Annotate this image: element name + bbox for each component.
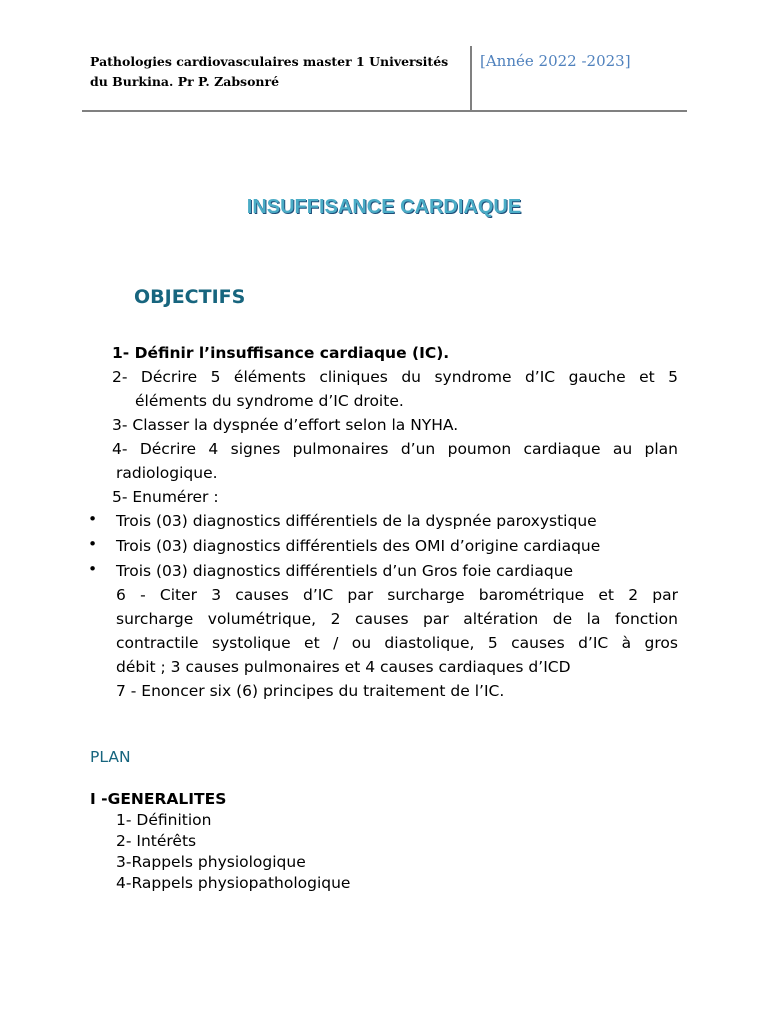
objective-2-line2: éléments du syndrome d’IC droite. [135, 392, 404, 410]
objective-5: 5- Enumérer : [112, 488, 219, 506]
objective-5-bullet-2: Trois (03) diagnostics différentiels des OMI d’origine cardiaque [116, 537, 601, 555]
plan-heading: PLAN [90, 748, 131, 766]
objective-1: 1- Définir l’insuffisance cardiaque (IC). [112, 344, 450, 362]
objective-4-line1: 4- Décrire 4 signes pulmonaires d’un poumon cardiaque au plan [112, 440, 678, 458]
objective-5-bullet-1: Trois (03) diagnostics différentiels de la dyspnée paroxystique [116, 512, 597, 530]
header-year: [Année 2022 -2023] [480, 52, 631, 70]
objective-6-line1: 6 - Citer 3 causes d’IC par surcharge barométrique et 2 par [116, 586, 678, 604]
header-course-line1: Pathologies cardiovasculaires master 1 Universités [90, 54, 449, 69]
objective-6-line2: surcharge volumétrique, 2 causes par altération de la fonction [116, 610, 678, 628]
objective-7: 7 - Enoncer six (6) principes du traitement de l’IC. [116, 682, 505, 700]
section-1-item: 4-Rappels physiopathologique [116, 874, 351, 892]
objective-5-bullet-3: Trois (03) diagnostics différentiels d’un Gros foie cardiaque [116, 562, 574, 580]
header-course-info [90, 52, 462, 92]
objective-6-line4: débit ; 3 causes pulmonaires et 4 causes cardiaques d’ICD [116, 658, 571, 676]
section-1-title: I -GENERALITES [90, 790, 227, 808]
objectives-heading: OBJECTIFS [134, 286, 246, 308]
section-1-item: 3-Rappels physiologique [116, 853, 306, 871]
header-horizontal-rule [82, 110, 687, 112]
bullet-icon: • [88, 560, 98, 578]
objective-6-line3: contractile systolique et / ou diastolique, 5 causes d’IC à gros [116, 634, 678, 652]
header-course-line2: du Burkina. Pr P. Zabsonré [90, 74, 280, 89]
objective-4-line2: radiologique. [116, 464, 218, 482]
objective-3: 3- Classer la dyspnée d’effort selon la NYHA. [112, 416, 459, 434]
section-1-item: 1- Définition [116, 811, 212, 829]
bullet-icon: • [88, 535, 98, 553]
bullet-icon: • [88, 510, 98, 528]
objective-2-line1: 2- Décrire 5 éléments cliniques du syndrome d’IC gauche et 5 [112, 368, 678, 386]
header-vertical-divider [470, 46, 472, 112]
section-1-item: 2- Intérêts [116, 832, 197, 850]
document-title: INSUFFISANCE CARDIAQUE [246, 196, 522, 218]
